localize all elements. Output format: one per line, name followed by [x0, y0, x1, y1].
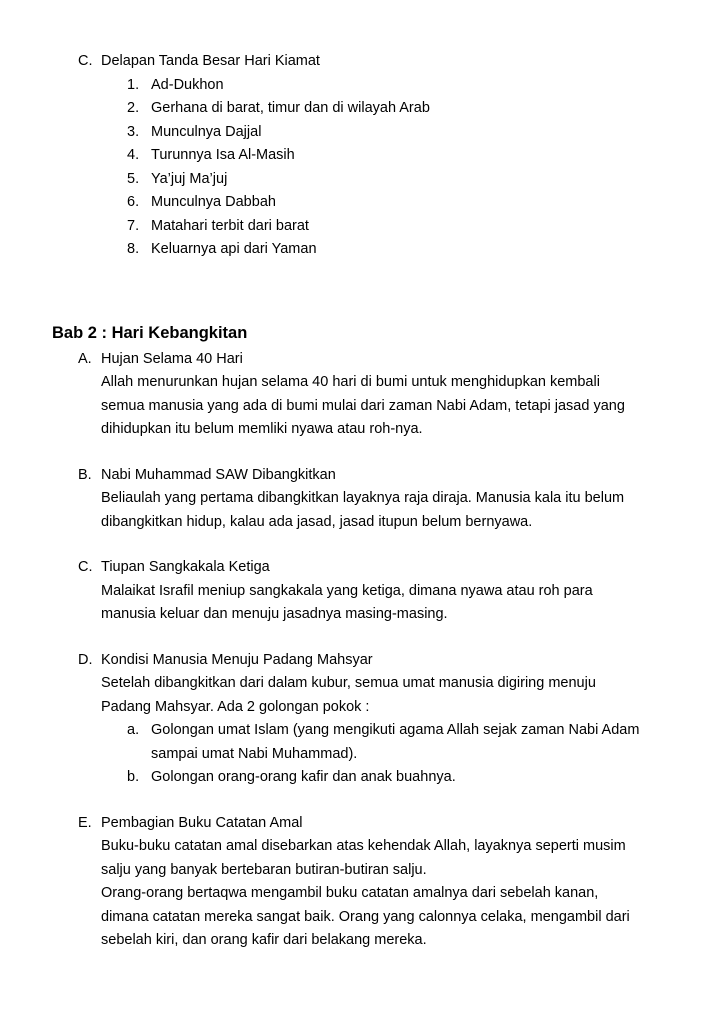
paragraph-line: dihidupkan itu belum memliki nyawa atau roh-nya.	[101, 421, 423, 437]
sub-list-item-continued: sampai umat Nabi Muhammad).	[151, 745, 358, 762]
section-title: Delapan Tanda Besar Hari Kiamat	[101, 53, 320, 69]
section-title: Pembagian Buku Catatan Amal	[101, 814, 303, 831]
list-item: 4. Turunnya Isa Al-Masih	[127, 147, 295, 163]
section-d-title-row: D. Kondisi Manusia Menuju Padang Mahsyar	[0, 649, 728, 673]
section-c-title-row: C. Tiupan Sangkakala Ketiga	[0, 556, 728, 580]
paragraph-line: Malaikat Israfil meniup sangkakala yang ketiga, dimana nyawa atau roh para	[101, 582, 593, 599]
spacer	[0, 262, 728, 318]
paragraph-line: manusia keluar dan menuju jasadnya masing-masing.	[101, 606, 448, 622]
section-b-title-row: B. Nabi Muhammad SAW Dibangkitkan	[0, 464, 728, 488]
section-title: Nabi Muhammad SAW Dibangkitkan	[101, 466, 336, 483]
paragraph-line: dimana catatan mereka sangat baik. Orang yang calonnya celaka, mengambil dari	[101, 908, 630, 925]
spacer	[0, 442, 728, 464]
paragraph-line: salju yang banyak bertebaran butiran-butiran salju.	[101, 861, 427, 878]
paragraph-line: Padang Mahsyar. Ada 2 golongan pokok :	[101, 698, 370, 715]
list-item: 5. Ya’juj Ma’juj	[127, 170, 228, 187]
list-item: 6. Munculnya Dabbah	[127, 194, 276, 210]
list-item: 7. Matahari terbit dari barat	[127, 217, 309, 234]
list-item: 1. Ad-Dukhon	[127, 76, 224, 93]
list-item: 2. Gerhana di barat, timur dan di wilayah Arab	[127, 100, 430, 116]
paragraph-line: Buku-buku catatan amal disebarkan atas kehendak Allah, layaknya seperti musim	[101, 838, 626, 854]
spacer	[0, 534, 728, 556]
section-title: Kondisi Manusia Menuju Padang Mahsyar	[101, 651, 373, 668]
list-item: 3. Munculnya Dajjal	[127, 123, 262, 140]
paragraph-line: Orang-orang bertaqwa mengambil buku catatan amalnya dari sebelah kanan,	[101, 885, 599, 901]
chapter-heading: Bab 2 : Hari Kebangkitan	[52, 323, 248, 342]
paragraph-line: sebelah kiri, dan orang kafir dari belakang mereka.	[101, 932, 427, 948]
paragraph-line: dibangkitkan hidup, kalau ada jasad, jasad itupun belum bernyawa.	[101, 513, 533, 530]
list-item: 8. Keluarnya api dari Yaman	[127, 241, 317, 257]
spacer	[0, 627, 728, 649]
paragraph-line: Allah menurunkan hujan selama 40 hari di bumi untuk menghidupkan kembali	[101, 374, 600, 390]
section-title: Tiupan Sangkakala Ketiga	[101, 559, 270, 575]
section-e-title-row: E. Pembagian Buku Catatan Amal	[0, 812, 728, 836]
section-title: Hujan Selama 40 Hari	[101, 350, 243, 367]
section-a-title-row: A. Hujan Selama 40 Hari	[0, 348, 728, 372]
paragraph-line: Setelah dibangkitkan dari dalam kubur, semua umat manusia digiring menuju	[101, 675, 596, 691]
section-c-title-row	[0, 50, 728, 74]
list-marker: C.	[78, 53, 93, 69]
sub-list-item: b. Golongan orang-orang kafir dan anak buahnya.	[127, 769, 456, 785]
paragraph-line: Beliaulah yang pertama dibangkitkan layaknya raja diraja. Manusia kala itu belum	[101, 490, 625, 506]
paragraph-line: semua manusia yang ada di bumi mulai dari zaman Nabi Adam, tetapi jasad yang	[101, 397, 625, 414]
spacer	[0, 790, 728, 812]
sub-list-item: a. Golongan umat Islam (yang mengikuti agama Allah sejak zaman Nabi Adam	[127, 722, 640, 738]
